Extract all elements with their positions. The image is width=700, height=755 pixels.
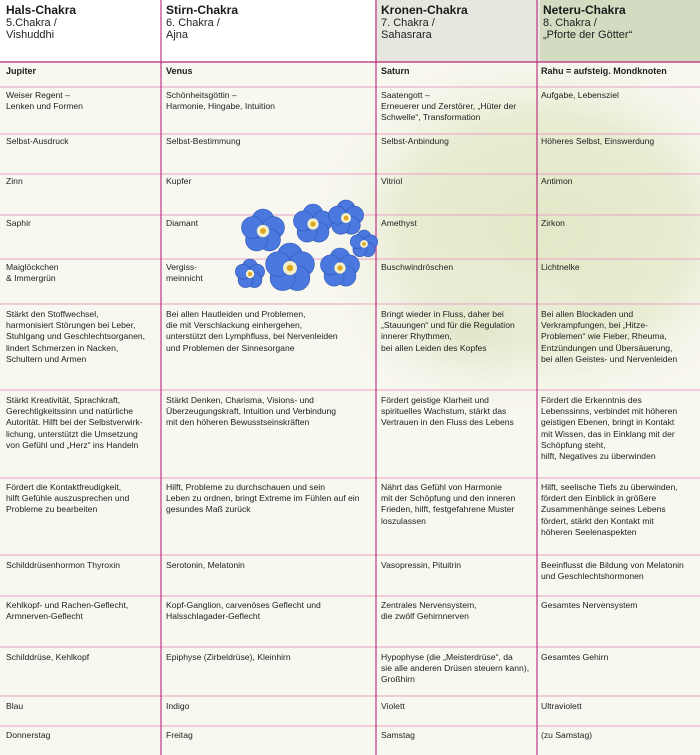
table-cell-gemstone: Zirkon [541,218,565,228]
column-title: Stirn-Chakra [166,3,239,17]
table-cell-flower: Lichtnelke [541,262,580,272]
flower-blossom [235,259,264,288]
table-cell-hormone: Schilddrüsenhormon Thyroxin [6,560,121,570]
table-cell-flower: Maiglöckchen & Immergrün [6,262,59,284]
flower-blossom [328,200,363,234]
forget-me-not-flower-image [228,196,378,306]
table-cell-healing-mental: Stärkt Kreativität, Sprachkraft, Gerechtigkeitssinn und natürliche Autorität. Hilft bei der Selbstverwirk- lichung, unterstützt die Umsetzung von Gefühl und „Herz“ ins Handeln [6,395,143,450]
table-cell-weekday: Samstag [381,730,415,740]
table-cell-healing-physical: Bei allen Blockaden und Verkrampfungen, bei „Hitze- Problemen“ wie Fieber, Rheuma, Entzündungen und Übersäuerung, bei allen Geistes- und Nervenleiden [541,309,678,364]
table-cell-hormone: Beeinflusst die Bildung von Melatonin und Geschlechtshormonen [541,560,684,582]
header-kronen-chakra [381,3,468,41]
header-neteru-chakra [543,3,632,41]
table-cell-theme: Selbst-Anbindung [381,136,449,146]
table-cell-planet: Venus [166,66,193,76]
table-cell-deity: Aufgabe, Lebensziel [541,90,619,100]
table-cell-nerve-plexus: Kopf-Ganglion, carvenöses Geflecht und Halsschlagader-Geflecht [166,600,321,622]
column-title: Kronen-Chakra [381,3,468,17]
table-cell-healing-physical: Bringt wieder in Fluss, daher bei „Stauungen“ und für die Regulation innerer Rhythmen, bei allen Leiden des Kopfes [381,309,515,353]
table-cell-hormone: Vasopressin, Pituitrin [381,560,462,570]
table-cell-weekday: Donnerstag [6,730,51,740]
table-cell-flower: Vergiss- meinnicht [166,262,203,284]
table-cell-healing-mental: Fördert geistige Klarheit und spirituelles Wachstum, stärkt das Vertrauen in den Fluss des Lebens [381,395,514,428]
table-cell-gland: Hypophyse (die „Meisterdrüse“, da sie alle anderen Drüsen steuern kann), Großhirn [381,652,530,685]
table-cell-planet: Rahu = aufsteig. Mondknoten [541,66,667,76]
table-cell-weekday: Freitag [166,730,193,740]
table-cell-healing-emotional: Fördert die Kontaktfreudigkeit, hilft Gefühle auszusprechen und Probleme zu bearbeiten [6,482,130,515]
table-cell-color: Indigo [166,701,190,711]
flower-blossom [242,209,285,251]
table-cell-healing-mental: Fördert die Erkenntnis des Lebenssinns, verbindet mit höheren geistigen Ebenen, bringt in Kontakt mit Wissen, das in Einklang mit der Schöpfung steht, hilft, Negatives zu überwinden [541,395,678,462]
column-title: Hals-Chakra [6,3,77,17]
table-cell-nerve-plexus: Gesamtes Nervensystem [541,600,638,610]
column-subtitle: Ajna [166,29,189,41]
table-cell-healing-emotional: Hilft, Probleme zu durchschauen und sein Leben zu ordnen, bringt Extreme im Fühlen auf ein gesundes Maß zurück [166,482,360,515]
table-cell-deity: Saatengott – Erneuerer und Zerstörer, „Hüter der Schwelle“, Transformation [381,90,517,123]
table-cell-gemstone: Saphir [6,218,31,228]
table-cell-gemstone: Diamant [166,218,198,228]
flower-blossom [320,248,359,286]
table-cell-metal: Vitriol [381,176,403,186]
column-subtitle: 5.Chakra / [6,17,57,29]
table-cell-color: Violett [381,701,405,711]
column-subtitle: Vishuddhi [6,29,55,41]
table-cell-metal: Antimon [541,176,573,186]
table-cell-healing-physical: Stärkt den Stoffwechsel, harmonisiert Störungen bei Leber, Stuhlgang und Geschlechtsorganen, lindert Schmerzen in Nacken, Schultern und Armen [6,309,146,364]
table-cell-gland: Schilddrüse, Kehlkopf [6,652,90,662]
header-stirn-chakra [166,3,238,41]
table-cell-gemstone: Amethyst [381,218,417,228]
table-cell-theme: Höheres Selbst, Einswerdung [541,136,655,146]
table-cell-nerve-plexus: Kehlkopf- und Rachen-Geflecht, Armnerven-Geflecht [6,600,129,622]
flower-blossom [293,204,332,242]
table-cell-weekday: (zu Samstag) [541,730,593,740]
table-cell-color: Ultraviolett [541,701,582,711]
column-subtitle: „Pforte der Götter“ [543,29,633,41]
table-cell-gland: Epiphyse (Zirbeldrüse), Kleinhirn [166,652,291,662]
header-hals-chakra [6,3,76,41]
table-cell-planet: Jupiter [6,66,37,76]
column-subtitle: 7. Chakra / [381,17,435,29]
table-cell-healing-emotional: Nährt das Gefühl von Harmonie mit der Schöpfung und den inneren Frieden, hilft, festgefahrene Muster loszulassen [381,482,516,526]
column-subtitle: 6. Chakra / [166,17,220,29]
table-cell-healing-mental: Stärkt Denken, Charisma, Visions- und Überzeugungskraft, Intuition und Verbindung mit den höheren Bewusstseinskräften [166,395,337,428]
table-cell-metal: Kupfer [166,176,192,186]
column-subtitle: Sahasrara [381,29,432,41]
table-cell-theme: Selbst-Ausdruck [6,136,69,146]
table-cell-deity: Schönheitsgöttin – Harmonie, Hingabe, Intuition [166,90,275,112]
column-subtitle: 8. Chakra / [543,17,597,29]
table-cell-planet: Saturn [381,66,410,76]
table-cell-flower: Buschwindröschen [381,262,454,272]
table-cell-metal: Zinn [6,176,23,186]
table-cell-healing-emotional: Hilft, seelische Tiefs zu überwinden, fördert den Einblick in größere Zusammenhänge seines Lebens fördert, stärkt den Kontakt mit höheren Seelenaspekten [541,482,678,537]
table-cell-deity: Weiser Regent – Lenken und Formen [6,90,83,112]
table-cell-nerve-plexus: Zentrales Nervensystem, die zwölf Gehirnnerven [381,600,477,622]
table-cell-theme: Selbst-Bestimmung [166,136,241,146]
table-cell-gland: Gesamtes Gehirn [541,652,609,662]
table-cell-hormone: Serotonin, Melatonin [166,560,245,570]
column-title: Neteru-Chakra [543,3,626,17]
table-cell-healing-physical: Bei allen Hautleiden und Problemen, die mit Verschlackung einhergehen, unterstützt den Lymphfluss, bei Nervenleiden und Problemen der Sinnesorgane [166,309,338,353]
table-cell-color: Blau [6,701,24,711]
